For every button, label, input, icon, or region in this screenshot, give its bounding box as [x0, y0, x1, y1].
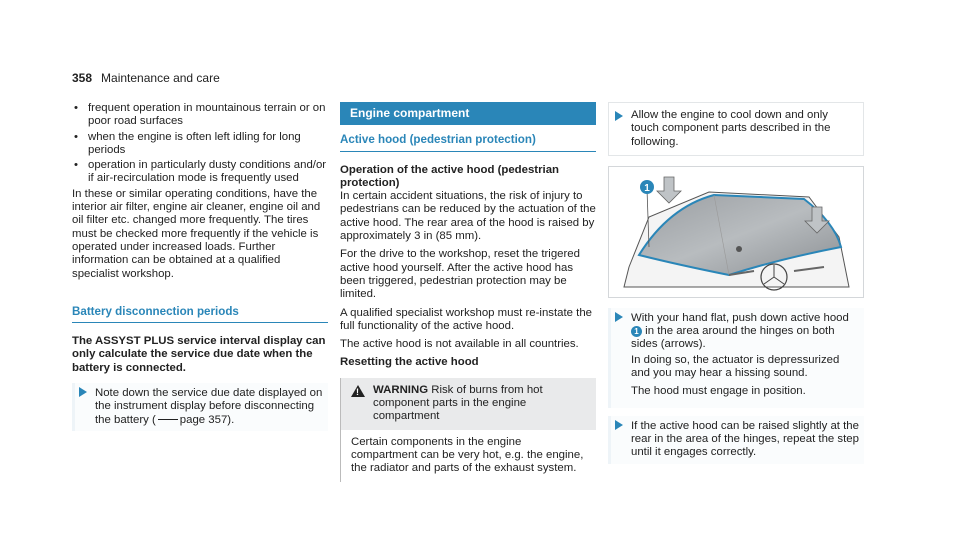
body-paragraph: In certain accident situations, the risk of injury to pedestrians can be reduced by the actuation of the active hood. The rear area of the hood is raised by approximately 3 in (85 mm).: [340, 190, 596, 243]
list-item: • frequent operation in mountainous terrain or on poor road surfaces: [74, 102, 326, 128]
page-number: 358: [72, 71, 93, 85]
subheading-battery: Battery disconnection periods: [72, 305, 328, 323]
column-2: [340, 102, 596, 482]
list-item: • operation in particularly dusty conditions and/or if air-recirculation mode is frequently used: [74, 159, 327, 185]
step-arrow-icon: [615, 111, 623, 121]
step-arrow-icon: [79, 387, 87, 397]
section-bar: Engine compartment: [340, 102, 596, 125]
warning-box: [340, 378, 596, 482]
bold-heading: Operation of the active hood (pedestrian protection): [340, 163, 559, 189]
instruction-step: Note down the service due date displayed on the instrument display before disconnecting the battery ( page 357).: [72, 383, 328, 431]
body-paragraph: In these or similar operating conditions, have the interior air filter, engine air cleaner, engine oil and oil filter etc. changed more frequently. The tires must be checked more frequently if the vehicle is operated under increased loads. Further information can be obtained at a qualified specialist workshop.: [72, 187, 321, 280]
bullet-list: [72, 102, 328, 186]
column-3: [608, 102, 864, 472]
instruction-step: If the active hood can be raised slightly at the rear in the area of the hinges, repeat the step until it engages correctly.: [608, 416, 864, 464]
list-item: • when the engine is often left idling for long periods: [74, 130, 301, 156]
callout-number: 1: [644, 182, 650, 194]
body-paragraph: The active hood is not available in all countries.: [340, 338, 579, 351]
instruction-step: Allow the engine to cool down and only touch component parts described in the following.: [608, 102, 864, 156]
hood-illustration: [608, 166, 864, 298]
warning-icon: [351, 385, 365, 397]
cross-ref-arrow-icon: [158, 419, 178, 420]
bold-note: The ASSYST PLUS service interval display can only calculate the service due date when the battery is connected.: [72, 335, 326, 374]
step-arrow-icon: [615, 420, 623, 430]
body-paragraph: In doing so, the actuator is depressurized and you may hear a hissing sound.: [631, 353, 840, 380]
warning-header: [341, 378, 596, 430]
callout-badge: 1: [631, 326, 642, 337]
body-paragraph: A qualified specialist workshop must re-instate the full functionality of the active hood.: [340, 306, 592, 332]
warning-title: Risk of burns from hot component parts in the engine compartment: [373, 383, 543, 423]
body-paragraph: For the drive to the workshop, reset the trigered active hood yourself. After the active hood has been triggered, pedestrian protection may be limited.: [340, 248, 580, 301]
page-reference-link[interactable]: page 357).: [179, 413, 235, 426]
warning-label: WARNING: [373, 383, 429, 396]
warning-body: Certain components in the engine compartment can be very hot, e.g. the engine, the radiator and parts of the exhaust system.: [351, 435, 584, 475]
car-hood-illustration: [609, 167, 863, 297]
subheading-active-hood: Active hood (pedestrian protection): [340, 133, 596, 151]
instruction-step: With your hand flat, push down active hood 1 in the area around the hinges on both sides (arrows). In doing so, the actuator is depressurized and you may hear a hissing sound. The hood must engage in position.: [608, 308, 864, 408]
page-header: [72, 72, 220, 85]
step-arrow-icon: [615, 312, 623, 322]
body-paragraph: The hood must engage in position.: [631, 385, 806, 398]
column-1: [72, 102, 328, 439]
bold-heading-reset: Resetting the active hood: [340, 356, 479, 369]
section-title: Maintenance and care: [101, 71, 220, 85]
